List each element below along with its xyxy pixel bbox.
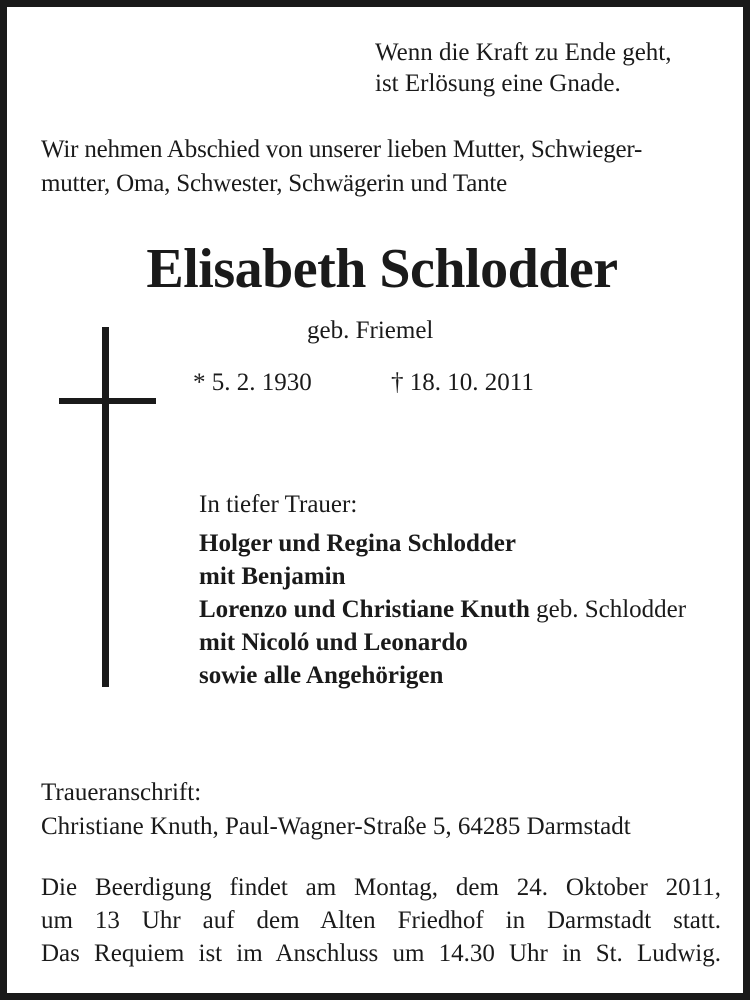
cross-vertical-bar xyxy=(102,327,109,687)
family-line-1 xyxy=(199,527,686,560)
deceased-name: Elisabeth Schlodder xyxy=(146,238,618,300)
funeral-line-3: Das Requiem ist im Anschluss um 14.30 Uhr in St. Ludwig. xyxy=(41,940,721,967)
intro-line-2: mutter, Oma, Schwester, Schwägerin und Tante xyxy=(41,170,508,197)
family-list xyxy=(199,527,686,692)
family-line-1-names: Holger und Regina Schlodder xyxy=(199,530,516,557)
cross-horizontal-bar xyxy=(59,398,156,404)
family-line-2-names: mit Benjamin xyxy=(199,563,346,590)
funeral-line-1: Die Beerdigung findet am Montag, dem 24. Oktober 2011, xyxy=(41,874,721,901)
family-line-3-names: Lorenzo und Christiane Knuth xyxy=(199,596,530,623)
mourning-address: Christiane Knuth, Paul-Wagner-Straße 5, 64285 Darmstadt xyxy=(41,813,631,840)
death-date: † 18. 10. 2011 xyxy=(391,369,534,396)
family-line-3 xyxy=(199,593,686,626)
family-line-5-names: sowie alle Angehörigen xyxy=(199,662,444,689)
intro-text xyxy=(41,133,642,201)
intro-line-1: Wir nehmen Abschied von unserer lieben Mutter, Schwieger- xyxy=(41,136,643,163)
family-line-4-names: mit Nicoló und Leonardo xyxy=(199,629,468,656)
address-label: Traueranschrift: xyxy=(41,779,202,806)
motto-verse xyxy=(375,37,671,99)
motto-line-1: Wenn die Kraft zu Ende geht, xyxy=(375,39,672,66)
motto-line-2: ist Erlösung eine Gnade. xyxy=(375,70,621,97)
maiden-name: geb. Friemel xyxy=(307,317,434,344)
birth-date: * 5. 2. 1930 xyxy=(193,369,312,396)
family-line-3-suffix: geb. Schlodder xyxy=(529,596,687,623)
family-line-2 xyxy=(199,560,686,593)
funeral-details xyxy=(41,871,721,970)
funeral-line-2: um 13 Uhr auf dem Alten Friedhof in Darmstadt statt. xyxy=(41,907,721,934)
mourning-heading: In tiefer Trauer: xyxy=(199,491,358,518)
family-line-4 xyxy=(199,626,686,659)
family-line-5 xyxy=(199,659,686,692)
